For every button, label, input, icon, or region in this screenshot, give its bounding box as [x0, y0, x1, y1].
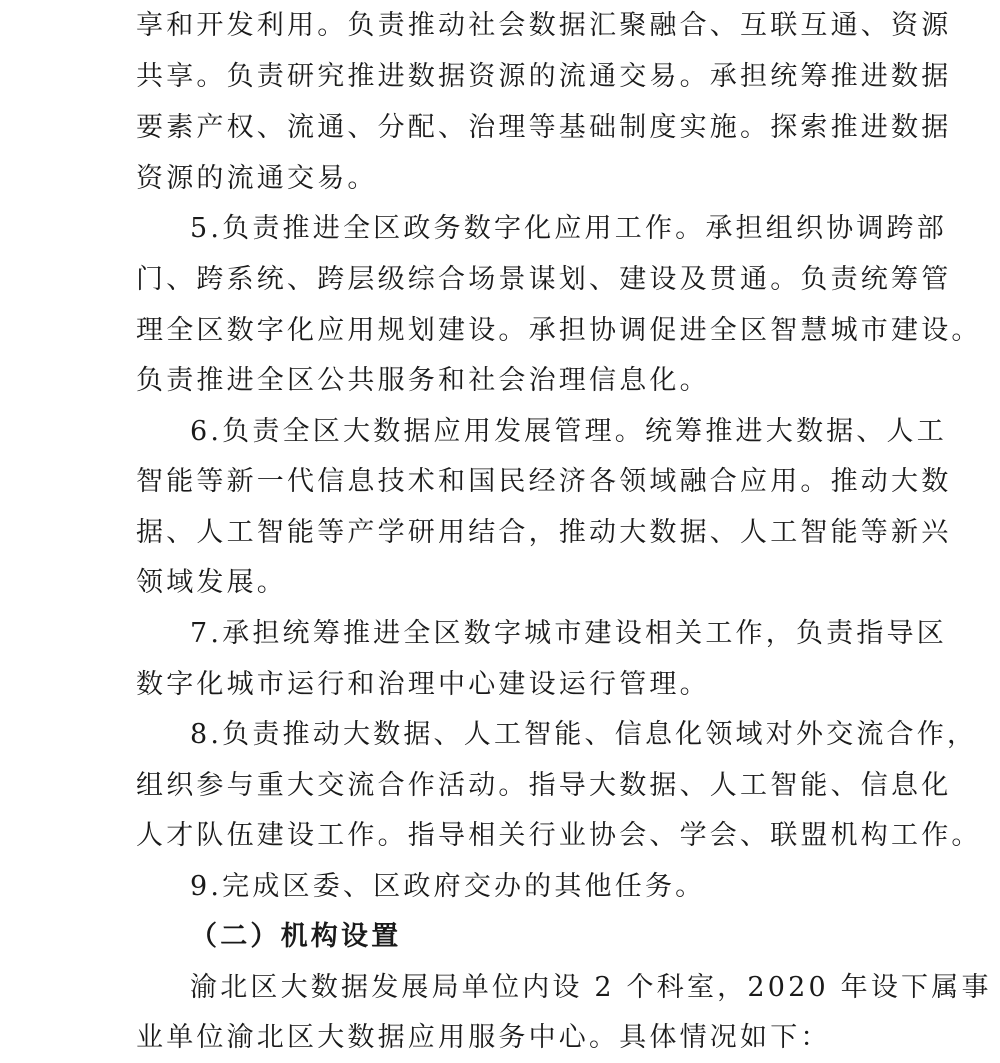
text-line: 领域发展。: [136, 567, 287, 598]
list-item-8: 8.负责推动大数据、人工智能、信息化领域对外交流合作，: [190, 719, 978, 750]
text-line: 理全区数字化应用规划建设。承担协调促进全区智慧城市建设。: [136, 315, 982, 346]
list-item-6: 6.负责全区大数据应用发展管理。统筹推进大数据、人工: [190, 416, 947, 447]
text-line: 人才队伍建设工作。指导相关行业协会、学会、联盟机构工作。: [136, 820, 982, 851]
text-line: 业单位渝北区大数据应用服务中心。具体情况如下：: [136, 1022, 831, 1053]
text-line: 要素产权、流通、分配、治理等基础制度实施。探索推进数据: [136, 112, 952, 143]
text-line: 数字化城市运行和治理中心建设运行管理。: [136, 669, 710, 700]
section-heading: （二）机构设置: [190, 921, 402, 952]
list-item-9: 9.完成区委、区政府交办的其他任务。: [190, 871, 706, 902]
text-line: 享和开发利用。负责推动社会数据汇聚融合、互联互通、资源: [136, 10, 952, 41]
text-line: 门、跨系统、跨层级综合场景谋划、建设及贯通。负责统筹管: [136, 264, 952, 295]
list-item-5: 5.负责推进全区政务数字化应用工作。承担组织协调跨部: [190, 213, 947, 244]
text-line: 组织参与重大交流合作活动。指导大数据、人工智能、信息化: [136, 770, 952, 801]
text-line: 资源的流通交易。: [136, 163, 378, 194]
text-line: 共享。负责研究推进数据资源的流通交易。承担统筹推进数据: [136, 61, 952, 92]
text-line: 据、人工智能等产学研用结合，推动大数据、人工智能等新兴: [136, 517, 952, 548]
text-line: 负责推进全区公共服务和社会治理信息化。: [136, 365, 710, 396]
list-item-7: 7.承担统筹推进全区数字城市建设相关工作，负责指导区: [190, 618, 947, 649]
text-line: 渝北区大数据发展局单位内设 2 个科室，2020 年设下属事: [190, 972, 992, 1003]
text-line: 智能等新一代信息技术和国民经济各领域融合应用。推动大数: [136, 466, 952, 497]
